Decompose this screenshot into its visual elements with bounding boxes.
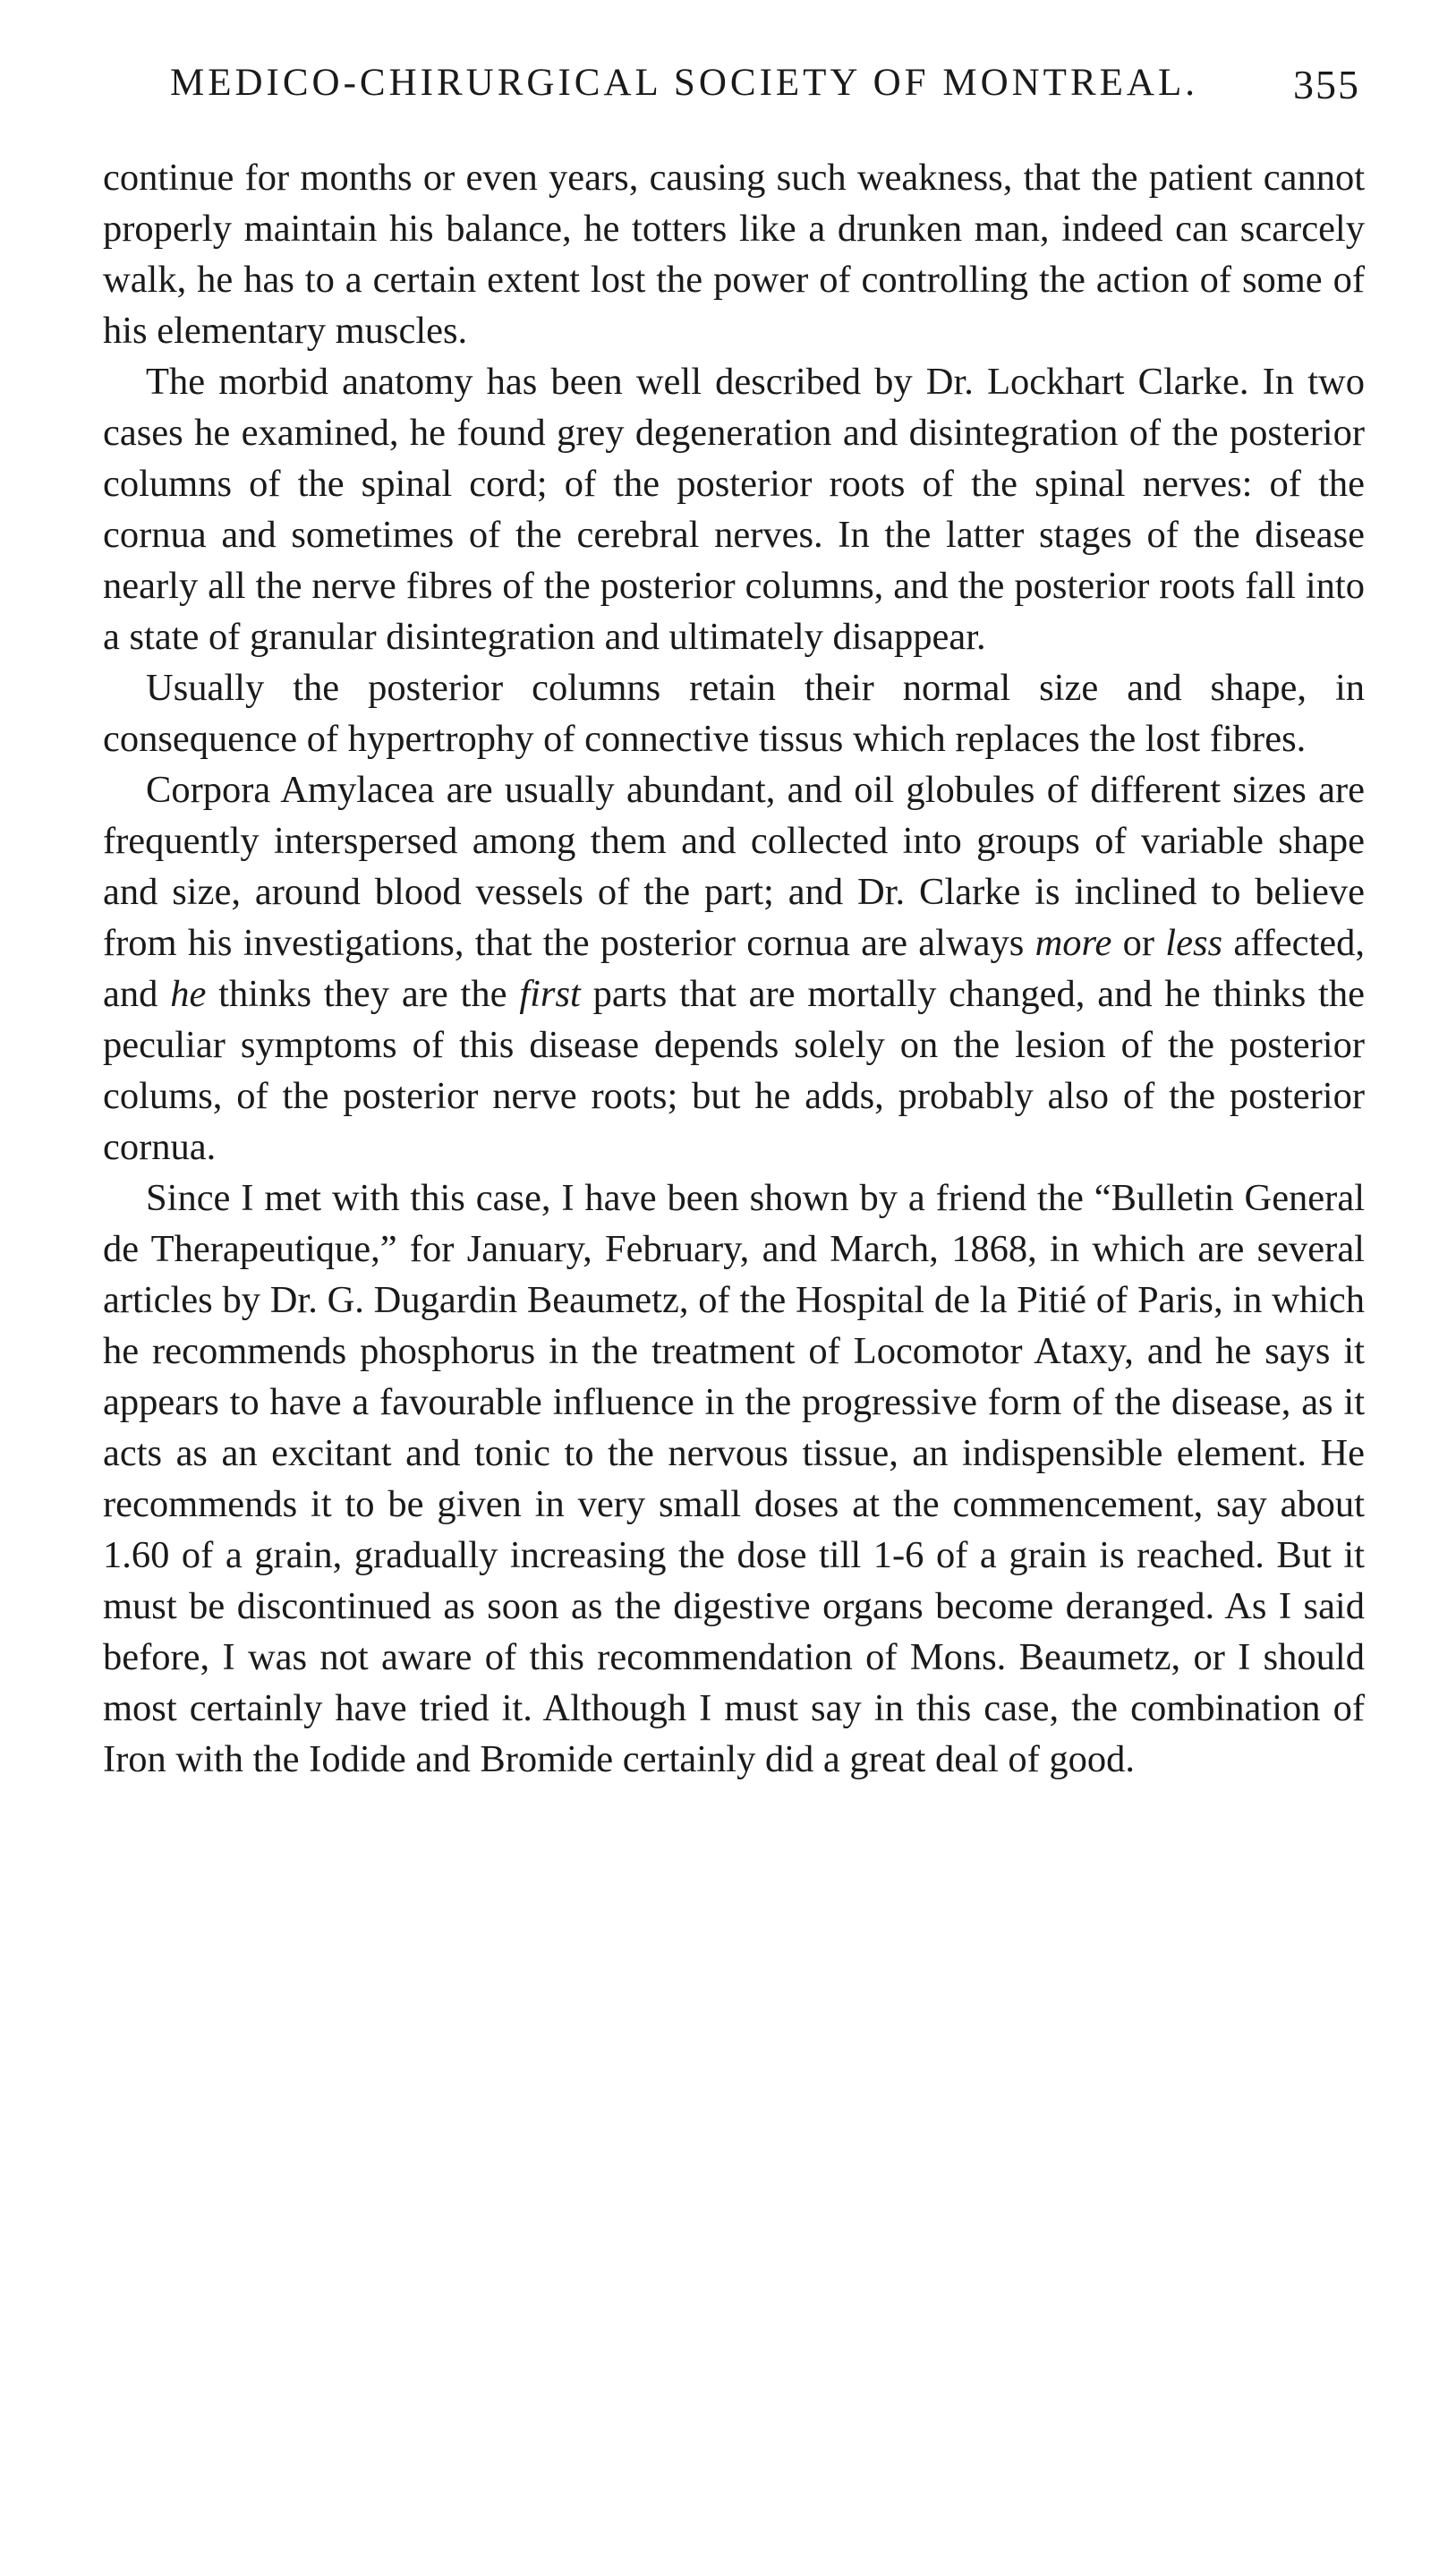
italic-word: he — [170, 973, 207, 1015]
italic-word: less — [1165, 922, 1223, 964]
paragraph-corpora-amylacea — [103, 764, 1365, 1173]
paragraph-morbid-anatomy: The morbid anatomy has been well described by Dr. Lockhart Clarke. In two cases he examined, he found grey degeneration and disintegration of the posterior columns of the spinal cord; of the posterior roots of the spinal nerves: of the cornua and sometimes of the cerebral nerves. In the latter stages of the disease nearly all the nerve fibres of the posterior columns, and the posterior roots fall into a state of granular disintegration and ultimately disappear. — [103, 361, 1365, 658]
italic-word: more — [1035, 922, 1112, 964]
paragraph-posterior-columns: Usually the posterior columns retain their normal size and shape, in consequence of hypertrophy of connective tissus which replaces the lost fibres. — [103, 667, 1365, 760]
text-run: thinks they are the — [206, 973, 520, 1015]
text-run: or — [1111, 922, 1166, 964]
italic-word: first — [519, 973, 581, 1015]
text-run: Corpora Amylacea are usually abundant, and oil globules of different sizes are frequently interspersed among them and collected into groups of variable shape and size, around blood vessels of the part; and Dr. Clarke is inclined to believe from his investigations, that the posterior cornua are always — [103, 769, 1365, 964]
running-title: MEDICO-CHIRURGICAL SOCIETY OF MONTREAL. — [170, 62, 1198, 104]
page-number: 355 — [1293, 62, 1360, 107]
text-run: parts that are mortally changed, and he thinks the peculiar symptoms of this disease depends solely on the lesion of the posterior colums, of the posterior nerve roots; but he adds, probably also of the posterior cornua. — [103, 973, 1365, 1168]
body-text — [103, 152, 1365, 1785]
running-head — [152, 61, 1360, 115]
paragraph-continuation: continue for months or even years, causing such weakness, that the patient cannot properly maintain his balance, he totters like a drunken man, indeed can scarcely walk, he has to a certain extent lost the power of controlling the action of some of his elementary muscles. — [103, 157, 1365, 352]
text-run: affected, and — [103, 922, 1365, 1015]
paragraph-phosphorus: Since I met with this case, I have been shown by a friend the “Bulletin General de Therapeutique,” for January, February, and March, 1868, in which are several articles by Dr. G. Dugardin Beaumetz, of the Hospital de la Pitié of Paris, in which he recommends phosphorus in the treatment of Locomotor Ataxy, and he says it appears to have a favourable influence in the progressive form of the disease, as it acts as an excitant and tonic to the nervous tissue, an indispensible element. He recommends it to be given in very small doses at the commencement, say about 1.60 of a grain, gradually increasing the dose till 1-6 of a grain is reached. But it must be discontinued as soon as the digestive organs become deranged. As I said before, I was not aware of this recommendation of Mons. Beaumetz, or I should most certainly have tried it. Although I must say in this case, the combination of Iron with the Iodide and Bromide certainly did a great deal of good. — [103, 1177, 1365, 1780]
